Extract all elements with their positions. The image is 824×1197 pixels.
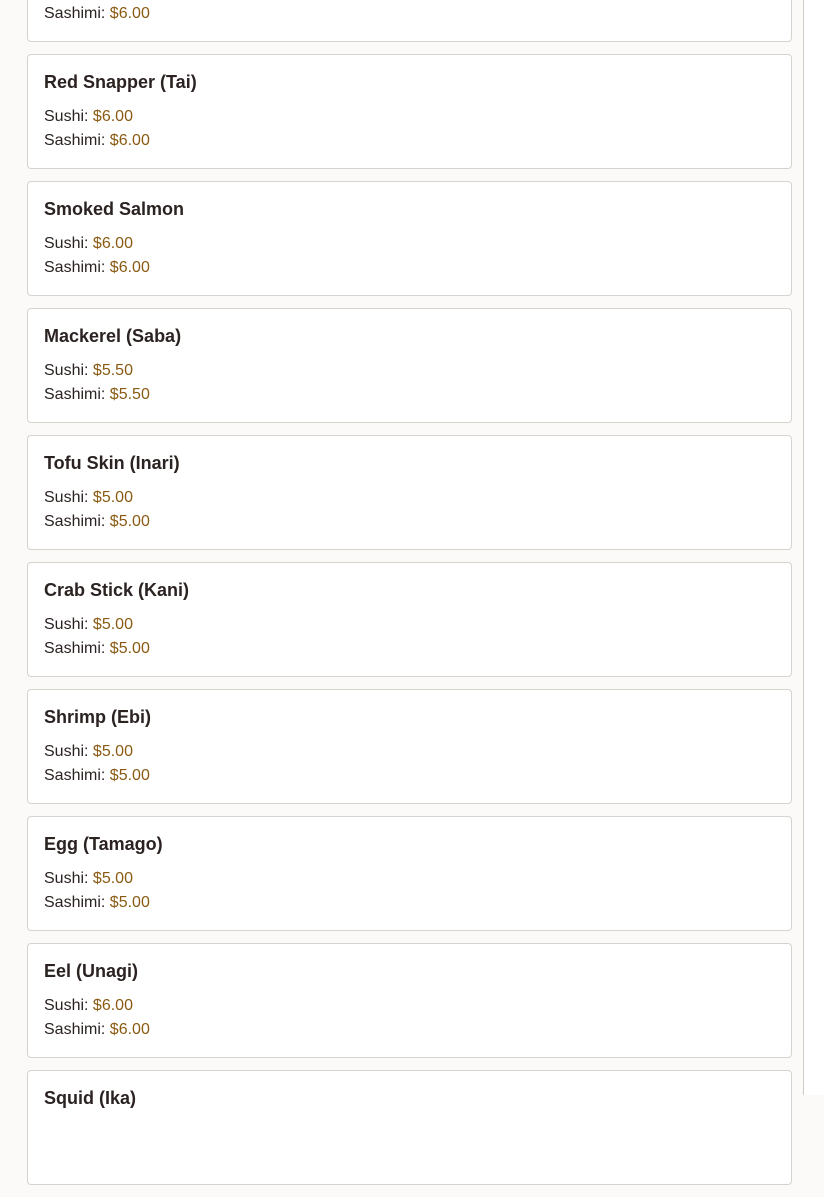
- sushi-price: $6.00: [92, 108, 133, 125]
- menu-item-name: Smoked Salmon: [44, 199, 185, 219]
- sushi-price-line: [44, 616, 133, 634]
- sushi-price-line: [44, 362, 133, 380]
- menu-item-card: [27, 435, 792, 550]
- menu-item-card: [27, 308, 792, 423]
- sashimi-price-line: [44, 640, 150, 658]
- sashimi-price: $5.00: [109, 767, 150, 784]
- sushi-price: $5.00: [92, 870, 133, 887]
- sushi-price-line: [44, 743, 133, 761]
- sashimi-label: Sashimi:: [44, 767, 110, 784]
- menu-item-list: [27, 0, 792, 1197]
- menu-item-card: [27, 54, 792, 169]
- sashimi-label: Sashimi:: [44, 386, 110, 403]
- sushi-price: $6.00: [92, 235, 133, 252]
- sashimi-price: $6.00: [109, 5, 150, 22]
- sushi-price-line: [44, 489, 133, 507]
- menu-item-card: [27, 562, 792, 677]
- sushi-label: Sushi:: [44, 743, 93, 760]
- sashimi-price-line: [44, 259, 150, 277]
- sushi-label: Sushi:: [44, 235, 93, 252]
- scroll-gutter: [804, 0, 824, 1095]
- sashimi-price: $6.00: [109, 259, 150, 276]
- sashimi-price: $5.00: [109, 513, 150, 530]
- sushi-price: $6.00: [92, 997, 133, 1014]
- menu-item-name: Red Snapper (Tai): [44, 72, 197, 92]
- sashimi-price-line: [44, 894, 150, 912]
- menu-item-card: [27, 816, 792, 931]
- sushi-label: Sushi:: [44, 362, 93, 379]
- sashimi-price-line: [44, 767, 150, 785]
- sashimi-price: $5.00: [109, 640, 150, 657]
- menu-item-name: Crab Stick (Kani): [44, 580, 190, 600]
- sashimi-price-line: [44, 513, 150, 531]
- sushi-price: $5.00: [92, 743, 133, 760]
- sashimi-label: Sashimi:: [44, 5, 110, 22]
- sashimi-price: $5.00: [109, 894, 150, 911]
- sashimi-price: $6.00: [109, 1021, 150, 1038]
- sushi-price-line: [44, 870, 133, 888]
- menu-item-name: Egg (Tamago): [44, 834, 163, 854]
- menu-item-card: [27, 0, 792, 42]
- sashimi-price: $5.50: [109, 386, 150, 403]
- sushi-label: Sushi:: [44, 616, 93, 633]
- menu-item-name: Shrimp (Ebi): [44, 707, 151, 727]
- sushi-price: $5.50: [92, 362, 133, 379]
- sushi-price-line: [44, 997, 133, 1015]
- sushi-label: Sushi:: [44, 108, 93, 125]
- menu-item-card: [27, 943, 792, 1058]
- menu-item-card: [27, 1070, 792, 1185]
- sashimi-label: Sashimi:: [44, 259, 110, 276]
- sushi-price-line: [44, 235, 133, 253]
- menu-item-name: Eel (Unagi): [44, 961, 139, 981]
- sushi-label: Sushi:: [44, 997, 93, 1014]
- sashimi-price-line: [44, 1021, 150, 1039]
- sashimi-label: Sashimi:: [44, 132, 110, 149]
- menu-item-name: Mackerel (Saba): [44, 326, 182, 346]
- sashimi-label: Sashimi:: [44, 894, 110, 911]
- sushi-label: Sushi:: [44, 870, 93, 887]
- sashimi-price-line: [44, 132, 150, 150]
- sushi-price-line: [44, 108, 133, 126]
- menu-item-name: Squid (Ika): [44, 1088, 137, 1108]
- sashimi-price-line: [44, 5, 150, 23]
- sashimi-price-line: [44, 386, 150, 404]
- sushi-label: Sushi:: [44, 489, 93, 506]
- sashimi-label: Sashimi:: [44, 640, 110, 657]
- menu-item-card: [27, 181, 792, 296]
- sushi-price: $5.00: [92, 616, 133, 633]
- sashimi-price: $6.00: [109, 132, 150, 149]
- menu-item-name: Tofu Skin (Inari): [44, 453, 180, 473]
- sushi-price: $5.00: [92, 489, 133, 506]
- menu-item-card: [27, 689, 792, 804]
- sashimi-label: Sashimi:: [44, 1021, 110, 1038]
- sashimi-label: Sashimi:: [44, 513, 110, 530]
